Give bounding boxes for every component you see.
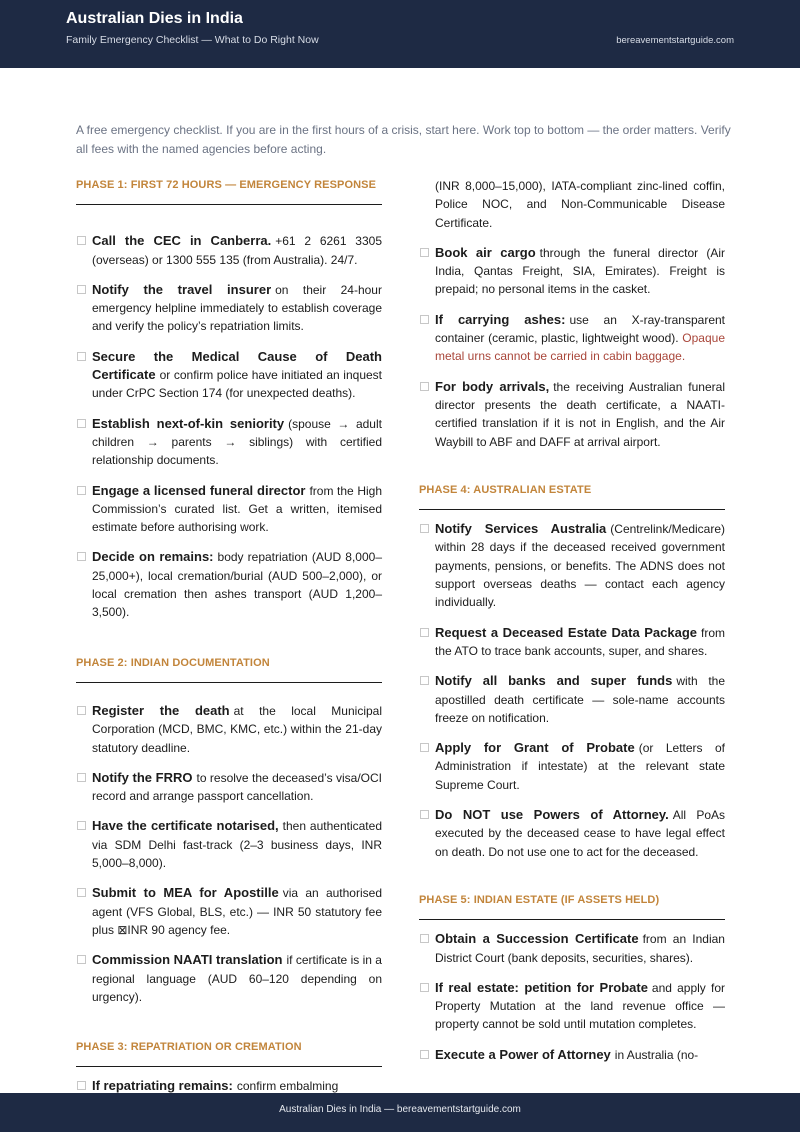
checklist-item [419,311,725,366]
phase-5-list [419,920,725,1064]
item-lead: If carrying ashes: [435,311,566,327]
item-lead: Notify all banks and super funds [435,673,673,689]
item-lead: Commission NAATI translation [92,952,283,968]
checkbox-icon[interactable] [77,285,86,294]
page-header [0,0,800,68]
item-text: to resolve the deceased’s visa/OCI record and arrange passport cancellation. [92,770,382,804]
phase-4-heading: PHASE 4: AUSTRALIAN ESTATE [419,481,725,510]
checklist-item [76,817,382,872]
item-text: confirm embalming [236,1079,339,1094]
item-text: from the High Commission’s curated list. Get a written, itemised estimate before authorising work. [92,483,383,535]
phase-2-heading: PHASE 2: INDIAN DOCUMENTATION [76,654,382,683]
phase-1-list [76,205,382,621]
checklist-item [419,244,725,299]
item-text: from the ATO to trace bank accounts, super, and shares. [435,625,725,658]
item-text: and apply for Property Mutation at the land revenue office — property cannot be sold until mutation completes. [435,980,725,1032]
checklist-item [76,702,382,757]
item-text: with the apostilled death certificate — sole-name accounts freeze on notification. [435,674,726,725]
document-title: Australian Dies in India [66,10,243,27]
checklist-item [419,1046,725,1064]
checklist-item [419,624,725,661]
item-lead: If real estate: petition for Probate [435,979,648,995]
item-lead: Execute a Power of Attorney [435,1046,611,1062]
item-text: (or Letters of Administration if intestate) at the relevant state Supreme Court. [435,741,726,792]
checkbox-icon[interactable] [420,628,429,637]
item-lead: Notify the FRRO [92,769,193,785]
item-text: or confirm police have initiated an inquest under CrPC Section 174 (for unexpected deaths). [92,368,382,401]
item-lead: Notify Services Australia [435,521,607,537]
item-text: the receiving Australian funeral director presents the death certificate, a NAATI-certified translation if it is not in English, and the Air Waybill to ABF and DAFF at arrival airport. [435,379,725,449]
intro-text: A free emergency checklist. If you are in the first hours of a crisis, start here. Work top to bottom — the order matters. Verify all fees with the named agencies before acting. [76,123,731,156]
left-column [76,176,382,1096]
checkbox-icon[interactable] [77,486,86,495]
phase-2-list [76,683,382,1006]
checklist-item [76,951,382,1006]
checkbox-icon[interactable] [77,706,86,715]
checkbox-icon[interactable] [77,419,86,428]
checkbox-icon[interactable] [77,955,86,964]
document-subtitle: Family Emergency Checklist — What to Do Right Now [66,34,319,46]
checkbox-icon[interactable] [420,315,429,324]
continued-text: (INR 8,000–15,000), IATA-compliant zinc-lined coffin, Police NOC, and Non-Communicable Disease Certificate. [435,179,725,230]
checkbox-icon[interactable] [77,773,86,782]
warning-text: Opaque metal urns cannot be carried in cabin baggage. [435,331,725,364]
checklist-item [76,232,382,269]
item-lead: Notify the travel insurer [92,281,272,297]
right-column [419,177,725,1064]
item-text: +61 2 6261 3305 (overseas) or 1300 555 135 (from Australia). 24/7. [92,234,382,267]
item-text: from an Indian District Court (bank deposits, securities, shares). [435,932,725,965]
item-lead: Book air cargo [435,244,536,260]
checklist-item [419,672,725,727]
checkbox-icon[interactable] [420,1050,429,1059]
item-lead: If repatriating remains: [92,1078,233,1094]
checklist-item [419,739,725,794]
checklist-item [419,378,725,451]
checklist-item [419,806,725,861]
checkbox-icon[interactable] [77,352,86,361]
checkbox-icon[interactable] [420,382,429,391]
checkbox-icon[interactable] [77,821,86,830]
item-text: if certificate is in a regional language (AUD 60–120 depending on urgency). [92,953,382,1004]
item-text: (spouse → adult children → parents → siblings) with certified relationship documents. [92,416,382,468]
item-lead: Register the death [92,702,230,718]
phase-1-heading: PHASE 1: FIRST 72 HOURS — EMERGENCY RESPONSE [76,176,382,205]
item-text: use an X-ray-transparent container (ceramic, plastic, lightweight wood). [435,312,726,346]
item-text: in Australia (no- [614,1047,699,1062]
checkbox-icon[interactable] [420,524,429,533]
item-text: on their 24-hour emergency helpline immediately to establish coverage and verify the policy’s repatriation limits. [92,282,382,334]
checkbox-icon[interactable] [420,676,429,685]
item-lead: Call the CEC in Canberra. [92,233,272,249]
checkbox-icon[interactable] [77,236,86,245]
item-lead: For body arrivals, [435,378,550,394]
item-lead: Do NOT use Powers of Attorney. [435,807,669,823]
item-lead: Request a Deceased Estate Data Package [435,624,697,640]
phase-5-heading: PHASE 5: INDIAN ESTATE (IF ASSETS HELD) [419,891,725,920]
item-lead: Establish next-of-kin seniority [92,415,285,431]
checklist-item [419,979,725,1034]
checklist-item [419,520,725,611]
item-lead: Obtain a Succession Certificate [435,931,639,947]
item-lead: Engage a licensed funeral director [92,482,306,498]
item-text: (Centrelink/Medicare) within 28 days if the deceased received government payments, pensions, or benefits. The ADNS does not support overseas deaths — contact each agency individually. [435,522,725,610]
checkbox-icon[interactable] [420,983,429,992]
checklist-item [419,930,725,967]
phase-4-list [419,510,725,861]
item-text: via an authorised agent (VFS Global, BLS, etc.) — INR 50 statutory fee plus ⊠INR 90 agency fee. [92,886,382,937]
checkbox-icon[interactable] [420,934,429,943]
phase-3-heading: PHASE 3: REPATRIATION OR CREMATION [76,1038,382,1067]
checklist-item [76,769,382,806]
item-text: All PoAs executed by the deceased cease to have legal effect on death. Do not use one to act for the deceased. [435,808,725,859]
checkbox-icon[interactable] [77,552,86,561]
checklist-item [76,348,382,403]
item-lead: Submit to MEA for Apostille [92,885,279,901]
checkbox-icon[interactable] [77,1081,86,1090]
checklist-item [76,281,382,336]
phase-3-list-continued [419,244,725,451]
checkbox-icon[interactable] [420,810,429,819]
checklist-item [76,482,382,537]
checkbox-icon[interactable] [420,743,429,752]
item-text: at the local Municipal Corporation (MCD, BMC, KMC, etc.) within the 21-day statutory deadline. [92,703,382,755]
checkbox-icon[interactable] [420,248,429,257]
item-text: through the funeral director (Air India, Qantas Freight, SIA, Emirates). Freight is prepaid; no personal items in the casket. [435,245,725,297]
checkbox-icon[interactable] [77,888,86,897]
checklist-item [76,548,382,621]
header-site-link[interactable]: bereavementstartguide.com [616,35,734,46]
checklist-item [76,884,382,939]
item-text: then authenticated via SDM Delhi fast-track (2–3 business days, INR 5,000–8,000). [92,819,382,871]
item-lead: Decide on remains: [92,549,214,565]
item-text: body repatriation (AUD 8,000–25,000+), local cremation/burial (AUD 500–2,000), or local cremation then ashes transport (AUD 1,200–3,500). [92,550,382,620]
page-footer: Australian Dies in India — bereavementstartguide.com [0,1093,800,1132]
item-lead: Have the certificate notarised, [92,818,279,834]
item-lead: Secure the Medical Cause of Death Certificate [92,348,382,383]
checklist-item [76,415,382,470]
phase-3-list [76,1067,382,1095]
item-lead: Apply for Grant of Probate [435,740,635,756]
